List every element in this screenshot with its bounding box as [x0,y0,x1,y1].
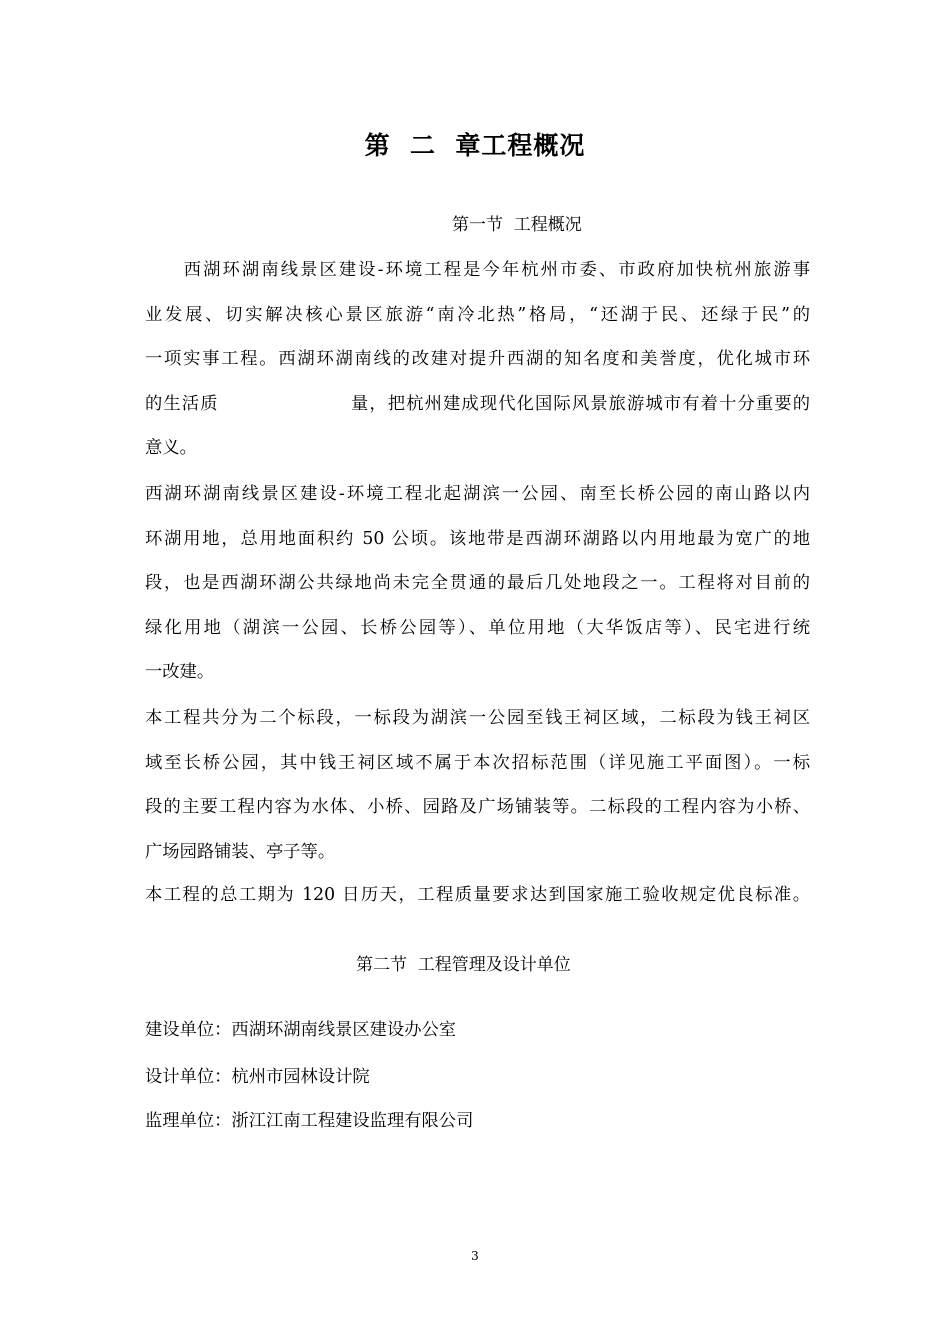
paragraph-1 [145,248,810,471]
paragraph-3 [145,696,810,874]
paragraph-line: 段的主要工程内容为水体、小桥、园路及广场铺装等。二标段的工程内容为小桥、 [145,797,810,817]
paragraph-line: 一项实事工程。西湖环湖南线的改建对提升西湖的知名度和美誉度，优化城市环 [145,349,810,369]
paragraph-line: 广场园路铺装、亭子等。 [145,841,336,862]
paragraph-line: 西湖环湖南线景区建设-环境工程北起湖滨一公园、南至长桥公园的南山路以内 [145,484,810,504]
paragraph-line: 环湖用地，总用地面积约 50 公顷。该地带是西湖环湖路以内用地最为宽广的地 [145,528,810,549]
paragraph-line: 业发展、切实解决核心景区旅游“南冷北热”格局，“还湖于民、还绿于民”的 [145,304,810,325]
page-number: 3 [471,1249,479,1263]
section-2-title: 第二节 工程管理及设计单位 [356,955,571,975]
paragraph-line: 段，也是西湖环湖公共绿地尚未完全贯通的最后几处地段之一。工程将对目前的 [145,573,810,593]
paragraph-line: 的生活质 量，把杭州建成现代化国际风景旅游城市有着十分重要的 [145,393,810,414]
paragraph-line: 意义。 [145,438,197,458]
paragraph-line: 域至长桥公园，其中钱王祠区域不属于本次招标范围（详见施工平面图）。一标 [145,752,810,773]
paragraph-line: 本工程共分为二个标段，一标段为湖滨一公园至钱王祠区域，二标段为钱王祠区 [145,708,810,728]
chapter-title: 第 二 章工程概况 [364,131,586,160]
construction-unit: 建设单位：西湖环湖南线景区建设办公室 [145,1020,457,1040]
paragraph-line: 本工程的总工期为 120 日历天，工程质量要求达到国家施工验收规定优良标准。 [145,885,810,905]
paragraph-2 [145,472,810,695]
paragraph-line: 西湖环湖南线景区建设-环境工程是今年杭州市委、市政府加快杭州旅游事 [145,260,810,280]
paragraph-4 [145,873,810,918]
design-unit: 设计单位：杭州市园林设计院 [145,1067,370,1087]
supervision-unit: 监理单位：浙江江南工程建设监理有限公司 [145,1111,474,1131]
section-1-title: 第一节 工程概况 [452,215,582,235]
paragraph-line: 绿化用地（湖滨一公园、长桥公园等）、单位用地（大华饭店等）、民宅进行统 [145,617,810,638]
paragraph-line: 一改建。 [145,662,215,682]
